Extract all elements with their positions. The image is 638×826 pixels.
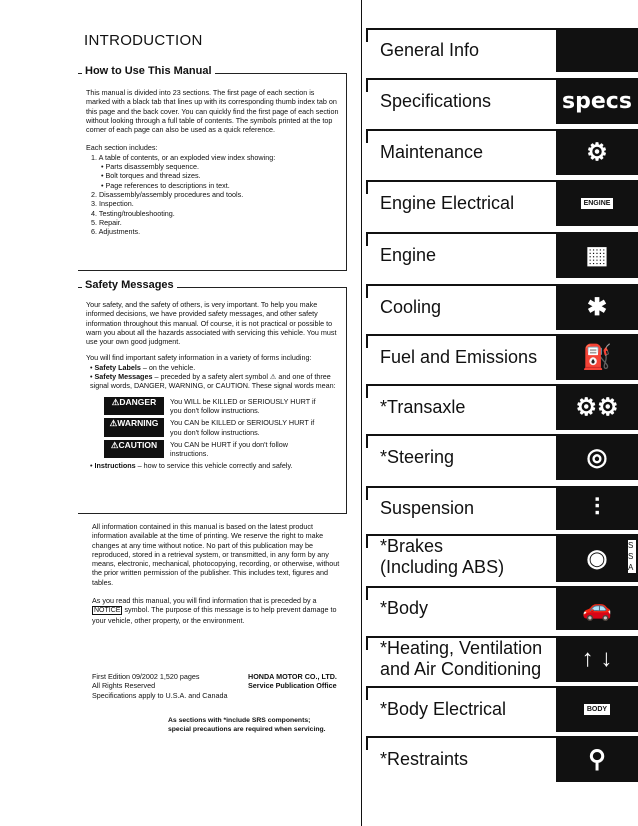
safety-paragraph: Your safety, and the safety of others, is very important. To help you make informed decisions, we have provided safety messages, and other safety information throughout this manual. Of course, it is not practical or possible to warn you about all the hazards associated with servicing this vehicle. You must use your own good judgment. [86, 300, 337, 347]
hvac-arrows-icon [556, 636, 638, 682]
tab-label: Engine Electrical [380, 193, 515, 213]
battery-icon [556, 686, 638, 732]
thumb-tab[interactable] [366, 686, 638, 732]
tab-label: General Info [380, 40, 480, 60]
thumb-tab[interactable] [366, 28, 638, 72]
tab-top-rule [366, 78, 578, 80]
fuel-nozzle-icon [556, 334, 638, 380]
tab-label: *Heating, Ventilation and Air Conditioning [380, 638, 543, 679]
tab-label: Fuel and Emissions [380, 347, 538, 367]
notice-symbol: NOTICE [94, 607, 121, 615]
includes-intro: Each section includes: [86, 143, 158, 153]
icon-text: specs [562, 88, 632, 114]
how-to-use-box [78, 65, 347, 271]
list-item: 2. Disassembly/assembly procedures and tools. [91, 189, 244, 199]
signal-meaning: You CAN be HURT if you don't follow instructions. [170, 439, 288, 459]
thumb-tab[interactable] [366, 384, 638, 430]
thumb-tab[interactable] [366, 486, 638, 530]
applies-text: Specifications apply to U.S.A. and Canada [92, 690, 228, 700]
signal-meaning: You CAN be KILLED or SERIOUSLY HURT if you don't follow instructions. [170, 418, 315, 437]
list-item: • Page references to descriptions in text. [101, 180, 230, 190]
steering-wheel-icon [556, 434, 638, 480]
office-name: Service Publication Office [248, 681, 337, 691]
shock-absorber-icon [556, 486, 638, 530]
list-item: 6. Adjustments. [91, 227, 141, 237]
thumb-tab[interactable] [366, 129, 638, 175]
tab-label: *Steering [380, 447, 455, 467]
tab-top-rule [366, 384, 578, 386]
thumb-tab[interactable] [366, 736, 638, 782]
icon-glyph: 🚗 [582, 594, 612, 622]
specs-text [556, 78, 638, 124]
gears-icon [556, 384, 638, 430]
notice-paragraph: As you read this manual, you will find information that is preceded by a NOTICE symbol. The purpose of this message is to help prevent damage to your vehicle, other property, or the environment. [92, 596, 337, 625]
wrench-icon [556, 129, 638, 175]
icon-glyph: ⚙ [586, 138, 608, 166]
thumb-tab[interactable] [366, 586, 638, 630]
safety-bullet: • Safety Messages – preceded by a safety alert symbol ⚠ and one of three signal words, DANGER, WARNING, or CAUTION. These signal words mean: [90, 372, 336, 391]
safety-heading: Safety Messages [82, 279, 177, 291]
tab-label: *Restraints [380, 749, 469, 769]
tab-side-rule [366, 384, 368, 398]
tab-side-rule [366, 434, 368, 448]
tab-top-rule [366, 434, 578, 436]
fan-icon [556, 284, 638, 330]
tab-side-rule [366, 534, 368, 548]
tab-side-rule [366, 28, 368, 42]
safety-bullet: • Instructions – how to service this vehicle correctly and safely. [90, 461, 293, 471]
tab-top-rule [366, 28, 578, 30]
icon-text: ENGINE [581, 198, 614, 209]
tab-top-rule [366, 180, 578, 182]
safety-forms-paragraph: You will find important safety information in a variety of forms including: [86, 353, 312, 363]
tab-top-rule [366, 334, 578, 336]
icon-glyph: ◉ [586, 544, 608, 572]
none [556, 28, 638, 72]
tab-label: Engine [380, 245, 437, 265]
tab-side-rule [366, 686, 368, 700]
icon-glyph: ◎ [586, 443, 608, 471]
edition-text: First Edition 09/2002 1,520 pages [92, 672, 200, 681]
icon-glyph: ✱ [586, 293, 608, 321]
tab-top-rule [366, 284, 578, 286]
tab-side-rule [366, 334, 368, 348]
thumb-tab[interactable] [366, 434, 638, 480]
tab-side-rule [366, 586, 368, 600]
tab-label: *Body Electrical [380, 699, 507, 719]
list-item: • Parts disassembly sequence. [101, 162, 199, 172]
page-title: INTRODUCTION [84, 32, 203, 49]
company-name: HONDA MOTOR CO., LTD. [248, 672, 337, 681]
caution-signal: ⚠CAUTION [104, 440, 164, 459]
signal-row [104, 440, 340, 459]
tab-side-rule [366, 486, 368, 500]
tab-side-rule [366, 232, 368, 246]
icon-text: BODY [584, 704, 610, 715]
tab-top-rule [366, 129, 578, 131]
tab-side-rule [366, 129, 368, 143]
list-item: 4. Testing/troubleshooting. [91, 208, 175, 218]
icon-glyph: ⚙⚙ [575, 393, 619, 421]
seatbelt-icon [556, 736, 638, 782]
list-item: 1. A table of contents, or an exploded view index showing: [91, 152, 276, 162]
rights-text: All Rights Reserved [92, 681, 156, 691]
tab-side-rule [366, 736, 368, 750]
warning-signal: ⚠WARNING [104, 418, 164, 437]
how-to-use-heading: How to Use This Manual [82, 65, 215, 77]
thumb-tab[interactable] [366, 334, 638, 380]
danger-signal: ⚠DANGER [104, 397, 164, 416]
thumb-tab[interactable] [366, 180, 638, 226]
thumb-tab[interactable] [366, 636, 638, 682]
icon-glyph: ⚲ [588, 745, 606, 773]
icon-glyph: ↑ ↓ [581, 645, 613, 672]
side-letters: S S A [628, 540, 636, 573]
tab-label: *Body [380, 598, 429, 618]
list-item: 5. Repair. [91, 217, 122, 227]
tab-label: Suspension [380, 498, 475, 518]
icon-glyph: ▦ [585, 241, 609, 269]
tab-label: *Brakes (Including ABS) [380, 536, 505, 577]
srs-note: special precautions are required when servicing. [168, 726, 326, 734]
list-item: • Bolt torques and thread sizes. [101, 171, 201, 181]
thumb-tab[interactable] [366, 78, 638, 124]
tab-top-rule [366, 586, 578, 588]
tab-side-rule [366, 180, 368, 194]
thumb-tab[interactable] [366, 534, 638, 582]
safety-box [78, 279, 347, 514]
engine-icon [556, 232, 638, 278]
icon-glyph: ⛽ [582, 343, 612, 371]
tab-side-rule [366, 78, 368, 92]
tab-label: Maintenance [380, 142, 484, 162]
signal-row [104, 418, 340, 437]
info-paragraph: All information contained in this manual is based on the latest product information available at the time of printing. We reserve the right to make changes at any time without notice. No part of this publication may be reproduced, stored in a retrieval system, or transmitted, in any form by any means, electronic, mechanical, photocopying, recording, or otherwise, without the prior written permission of the publisher. This includes text, figures and tables. [92, 522, 340, 587]
how-to-use-paragraph: This manual is divided into 23 sections. The first page of each section is marked with a black tab that lines up with its corresponding thumb index tab on this page and the back cover. You can quickly find the first page of each section without looking through a full table of contents. The symbols printed at the top corner of each page can also be used as a quick reference. [86, 88, 339, 135]
tab-top-rule [366, 486, 578, 488]
signal-row [104, 397, 340, 416]
tab-label: Specifications [380, 91, 492, 111]
tab-label: *Transaxle [380, 397, 466, 417]
column-divider [361, 0, 362, 826]
icon-glyph: ⫶ [594, 494, 600, 521]
thumb-tab[interactable] [366, 232, 638, 278]
signal-meaning: You WILL be KILLED or SERIOUSLY HURT if you don't follow instructions. [170, 396, 316, 415]
thumb-tab[interactable] [366, 284, 638, 330]
battery-icon [556, 180, 638, 226]
tab-label: Cooling [380, 297, 442, 317]
srs-note: As sections with *include SRS components; [168, 717, 311, 724]
list-item: 3. Inspection. [91, 199, 134, 209]
brake-disc-icon [556, 534, 638, 582]
tab-top-rule [366, 736, 578, 738]
safety-bullet: • Safety Labels – on the vehicle. [90, 362, 196, 372]
tab-top-rule [366, 686, 578, 688]
tab-side-rule [366, 284, 368, 298]
tab-side-rule [366, 636, 368, 650]
tab-top-rule [366, 232, 578, 234]
car-body-icon [556, 586, 638, 630]
